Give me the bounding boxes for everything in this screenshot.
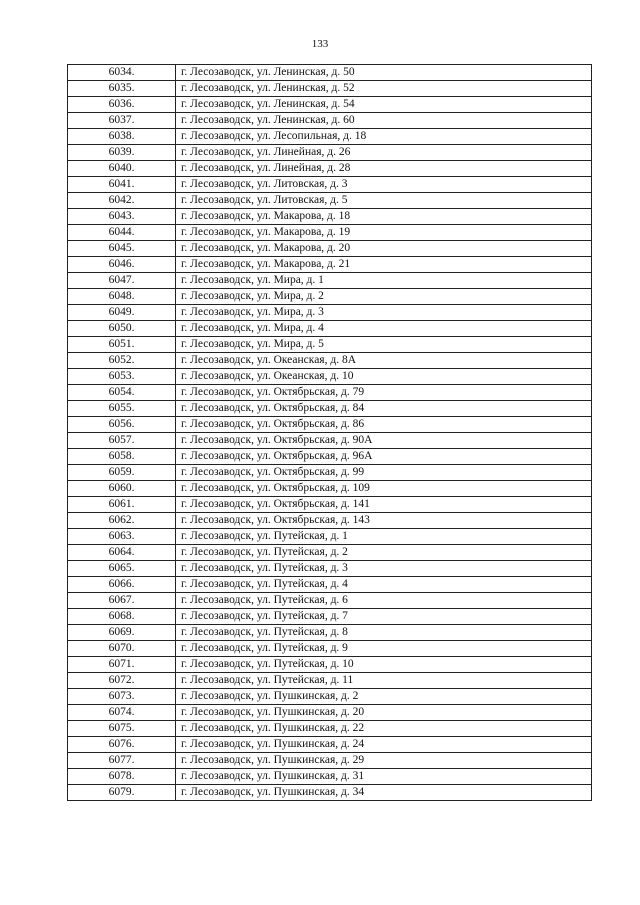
address-cell: г. Лесозаводск, ул. Ленинская, д. 50 xyxy=(176,65,592,81)
table-row xyxy=(68,161,592,177)
table-row xyxy=(68,241,592,257)
address-cell: г. Лесозаводск, ул. Океанская, д. 10 xyxy=(176,369,592,385)
row-number-cell: 6064. xyxy=(68,545,176,561)
row-number-cell: 6050. xyxy=(68,321,176,337)
address-cell: г. Лесозаводск, ул. Пушкинская, д. 22 xyxy=(176,721,592,737)
address-cell: г. Лесозаводск, ул. Мира, д. 3 xyxy=(176,305,592,321)
address-cell: г. Лесозаводск, ул. Путейская, д. 11 xyxy=(176,673,592,689)
address-cell: г. Лесозаводск, ул. Мира, д. 1 xyxy=(176,273,592,289)
table-row xyxy=(68,673,592,689)
table-row xyxy=(68,625,592,641)
table-row xyxy=(68,321,592,337)
table-row xyxy=(68,305,592,321)
address-cell: г. Лесозаводск, ул. Пушкинская, д. 31 xyxy=(176,769,592,785)
address-cell: г. Лесозаводск, ул. Литовская, д. 3 xyxy=(176,177,592,193)
row-number-cell: 6055. xyxy=(68,401,176,417)
row-number-cell: 6079. xyxy=(68,785,176,801)
address-cell: г. Лесозаводск, ул. Путейская, д. 7 xyxy=(176,609,592,625)
row-number-cell: 6036. xyxy=(68,97,176,113)
row-number-cell: 6044. xyxy=(68,225,176,241)
address-cell: г. Лесозаводск, ул. Путейская, д. 3 xyxy=(176,561,592,577)
table-row xyxy=(68,193,592,209)
table-row xyxy=(68,81,592,97)
table-row xyxy=(68,273,592,289)
row-number-cell: 6069. xyxy=(68,625,176,641)
row-number-cell: 6057. xyxy=(68,433,176,449)
address-cell: г. Лесозаводск, ул. Октябрьская, д. 79 xyxy=(176,385,592,401)
address-cell: г. Лесозаводск, ул. Путейская, д. 9 xyxy=(176,641,592,657)
address-cell: г. Лесозаводск, ул. Октябрьская, д. 143 xyxy=(176,513,592,529)
address-cell: г. Лесозаводск, ул. Октябрьская, д. 90А xyxy=(176,433,592,449)
address-cell: г. Лесозаводск, ул. Октябрьская, д. 96А xyxy=(176,449,592,465)
table-row xyxy=(68,337,592,353)
table-row xyxy=(68,641,592,657)
table-row xyxy=(68,433,592,449)
address-cell: г. Лесозаводск, ул. Макарова, д. 19 xyxy=(176,225,592,241)
address-cell: г. Лесозаводск, ул. Октябрьская, д. 84 xyxy=(176,401,592,417)
address-cell: г. Лесозаводск, ул. Ленинская, д. 52 xyxy=(176,81,592,97)
table-row xyxy=(68,561,592,577)
address-cell: г. Лесозаводск, ул. Путейская, д. 6 xyxy=(176,593,592,609)
address-cell: г. Лесозаводск, ул. Пушкинская, д. 2 xyxy=(176,689,592,705)
table-row xyxy=(68,785,592,801)
address-cell: г. Лесозаводск, ул. Ленинская, д. 54 xyxy=(176,97,592,113)
row-number-cell: 6066. xyxy=(68,577,176,593)
address-cell: г. Лесозаводск, ул. Океанская, д. 8А xyxy=(176,353,592,369)
table-row xyxy=(68,705,592,721)
row-number-cell: 6070. xyxy=(68,641,176,657)
table-row xyxy=(68,481,592,497)
table-row xyxy=(68,529,592,545)
table-row xyxy=(68,209,592,225)
address-cell: г. Лесозаводск, ул. Литовская, д. 5 xyxy=(176,193,592,209)
row-number-cell: 6034. xyxy=(68,65,176,81)
row-number-cell: 6075. xyxy=(68,721,176,737)
row-number-cell: 6049. xyxy=(68,305,176,321)
row-number-cell: 6039. xyxy=(68,145,176,161)
table-row xyxy=(68,657,592,673)
table-row xyxy=(68,753,592,769)
row-number-cell: 6038. xyxy=(68,129,176,145)
row-number-cell: 6073. xyxy=(68,689,176,705)
row-number-cell: 6062. xyxy=(68,513,176,529)
row-number-cell: 6061. xyxy=(68,497,176,513)
table-row xyxy=(68,449,592,465)
row-number-cell: 6040. xyxy=(68,161,176,177)
table-row xyxy=(68,465,592,481)
address-cell: г. Лесозаводск, ул. Ленинская, д. 60 xyxy=(176,113,592,129)
address-table xyxy=(67,64,592,801)
table-row xyxy=(68,545,592,561)
table-row xyxy=(68,113,592,129)
table-row xyxy=(68,129,592,145)
table-row xyxy=(68,417,592,433)
row-number-cell: 6043. xyxy=(68,209,176,225)
row-number-cell: 6060. xyxy=(68,481,176,497)
row-number-cell: 6076. xyxy=(68,737,176,753)
address-cell: г. Лесозаводск, ул. Пушкинская, д. 20 xyxy=(176,705,592,721)
row-number-cell: 6059. xyxy=(68,465,176,481)
address-table-body xyxy=(68,65,592,801)
address-cell: г. Лесозаводск, ул. Путейская, д. 8 xyxy=(176,625,592,641)
table-row xyxy=(68,513,592,529)
row-number-cell: 6051. xyxy=(68,337,176,353)
address-cell: г. Лесозаводск, ул. Линейная, д. 28 xyxy=(176,161,592,177)
row-number-cell: 6054. xyxy=(68,385,176,401)
row-number-cell: 6071. xyxy=(68,657,176,673)
table-row xyxy=(68,385,592,401)
row-number-cell: 6068. xyxy=(68,609,176,625)
row-number-cell: 6072. xyxy=(68,673,176,689)
row-number-cell: 6065. xyxy=(68,561,176,577)
row-number-cell: 6035. xyxy=(68,81,176,97)
page-number: 133 xyxy=(311,38,329,50)
table-row xyxy=(68,721,592,737)
table-row xyxy=(68,145,592,161)
address-cell: г. Лесозаводск, ул. Макарова, д. 18 xyxy=(176,209,592,225)
row-number-cell: 6053. xyxy=(68,369,176,385)
address-cell: г. Лесозаводск, ул. Мира, д. 5 xyxy=(176,337,592,353)
row-number-cell: 6047. xyxy=(68,273,176,289)
table-row xyxy=(68,369,592,385)
address-cell: г. Лесозаводск, ул. Октябрьская, д. 141 xyxy=(176,497,592,513)
row-number-cell: 6078. xyxy=(68,769,176,785)
address-cell: г. Лесозаводск, ул. Линейная, д. 26 xyxy=(176,145,592,161)
row-number-cell: 6074. xyxy=(68,705,176,721)
table-row xyxy=(68,593,592,609)
address-cell: г. Лесозаводск, ул. Макарова, д. 21 xyxy=(176,257,592,273)
address-cell: г. Лесозаводск, ул. Октябрьская, д. 86 xyxy=(176,417,592,433)
address-cell: г. Лесозаводск, ул. Октябрьская, д. 109 xyxy=(176,481,592,497)
table-row xyxy=(68,689,592,705)
address-cell: г. Лесозаводск, ул. Пушкинская, д. 34 xyxy=(176,785,592,801)
table-row xyxy=(68,769,592,785)
row-number-cell: 6077. xyxy=(68,753,176,769)
address-cell: г. Лесозаводск, ул. Мира, д. 2 xyxy=(176,289,592,305)
address-cell: г. Лесозаводск, ул. Путейская, д. 10 xyxy=(176,657,592,673)
address-cell: г. Лесозаводск, ул. Пушкинская, д. 24 xyxy=(176,737,592,753)
row-number-cell: 6056. xyxy=(68,417,176,433)
row-number-cell: 6063. xyxy=(68,529,176,545)
row-number-cell: 6045. xyxy=(68,241,176,257)
table-row xyxy=(68,353,592,369)
table-row xyxy=(68,257,592,273)
row-number-cell: 6046. xyxy=(68,257,176,273)
address-cell: г. Лесозаводск, ул. Пушкинская, д. 29 xyxy=(176,753,592,769)
table-row xyxy=(68,497,592,513)
row-number-cell: 6037. xyxy=(68,113,176,129)
table-row xyxy=(68,177,592,193)
table-row xyxy=(68,225,592,241)
table-row xyxy=(68,577,592,593)
address-cell: г. Лесозаводск, ул. Макарова, д. 20 xyxy=(176,241,592,257)
address-cell: г. Лесозаводск, ул. Лесопильная, д. 18 xyxy=(176,129,592,145)
address-cell: г. Лесозаводск, ул. Путейская, д. 4 xyxy=(176,577,592,593)
row-number-cell: 6052. xyxy=(68,353,176,369)
address-cell: г. Лесозаводск, ул. Путейская, д. 1 xyxy=(176,529,592,545)
table-row xyxy=(68,65,592,81)
table-row xyxy=(68,401,592,417)
row-number-cell: 6067. xyxy=(68,593,176,609)
table-row xyxy=(68,609,592,625)
table-row xyxy=(68,289,592,305)
row-number-cell: 6048. xyxy=(68,289,176,305)
table-row xyxy=(68,737,592,753)
row-number-cell: 6041. xyxy=(68,177,176,193)
row-number-cell: 6058. xyxy=(68,449,176,465)
address-cell: г. Лесозаводск, ул. Мира, д. 4 xyxy=(176,321,592,337)
table-row xyxy=(68,97,592,113)
address-cell: г. Лесозаводск, ул. Октябрьская, д. 99 xyxy=(176,465,592,481)
address-cell: г. Лесозаводск, ул. Путейская, д. 2 xyxy=(176,545,592,561)
row-number-cell: 6042. xyxy=(68,193,176,209)
